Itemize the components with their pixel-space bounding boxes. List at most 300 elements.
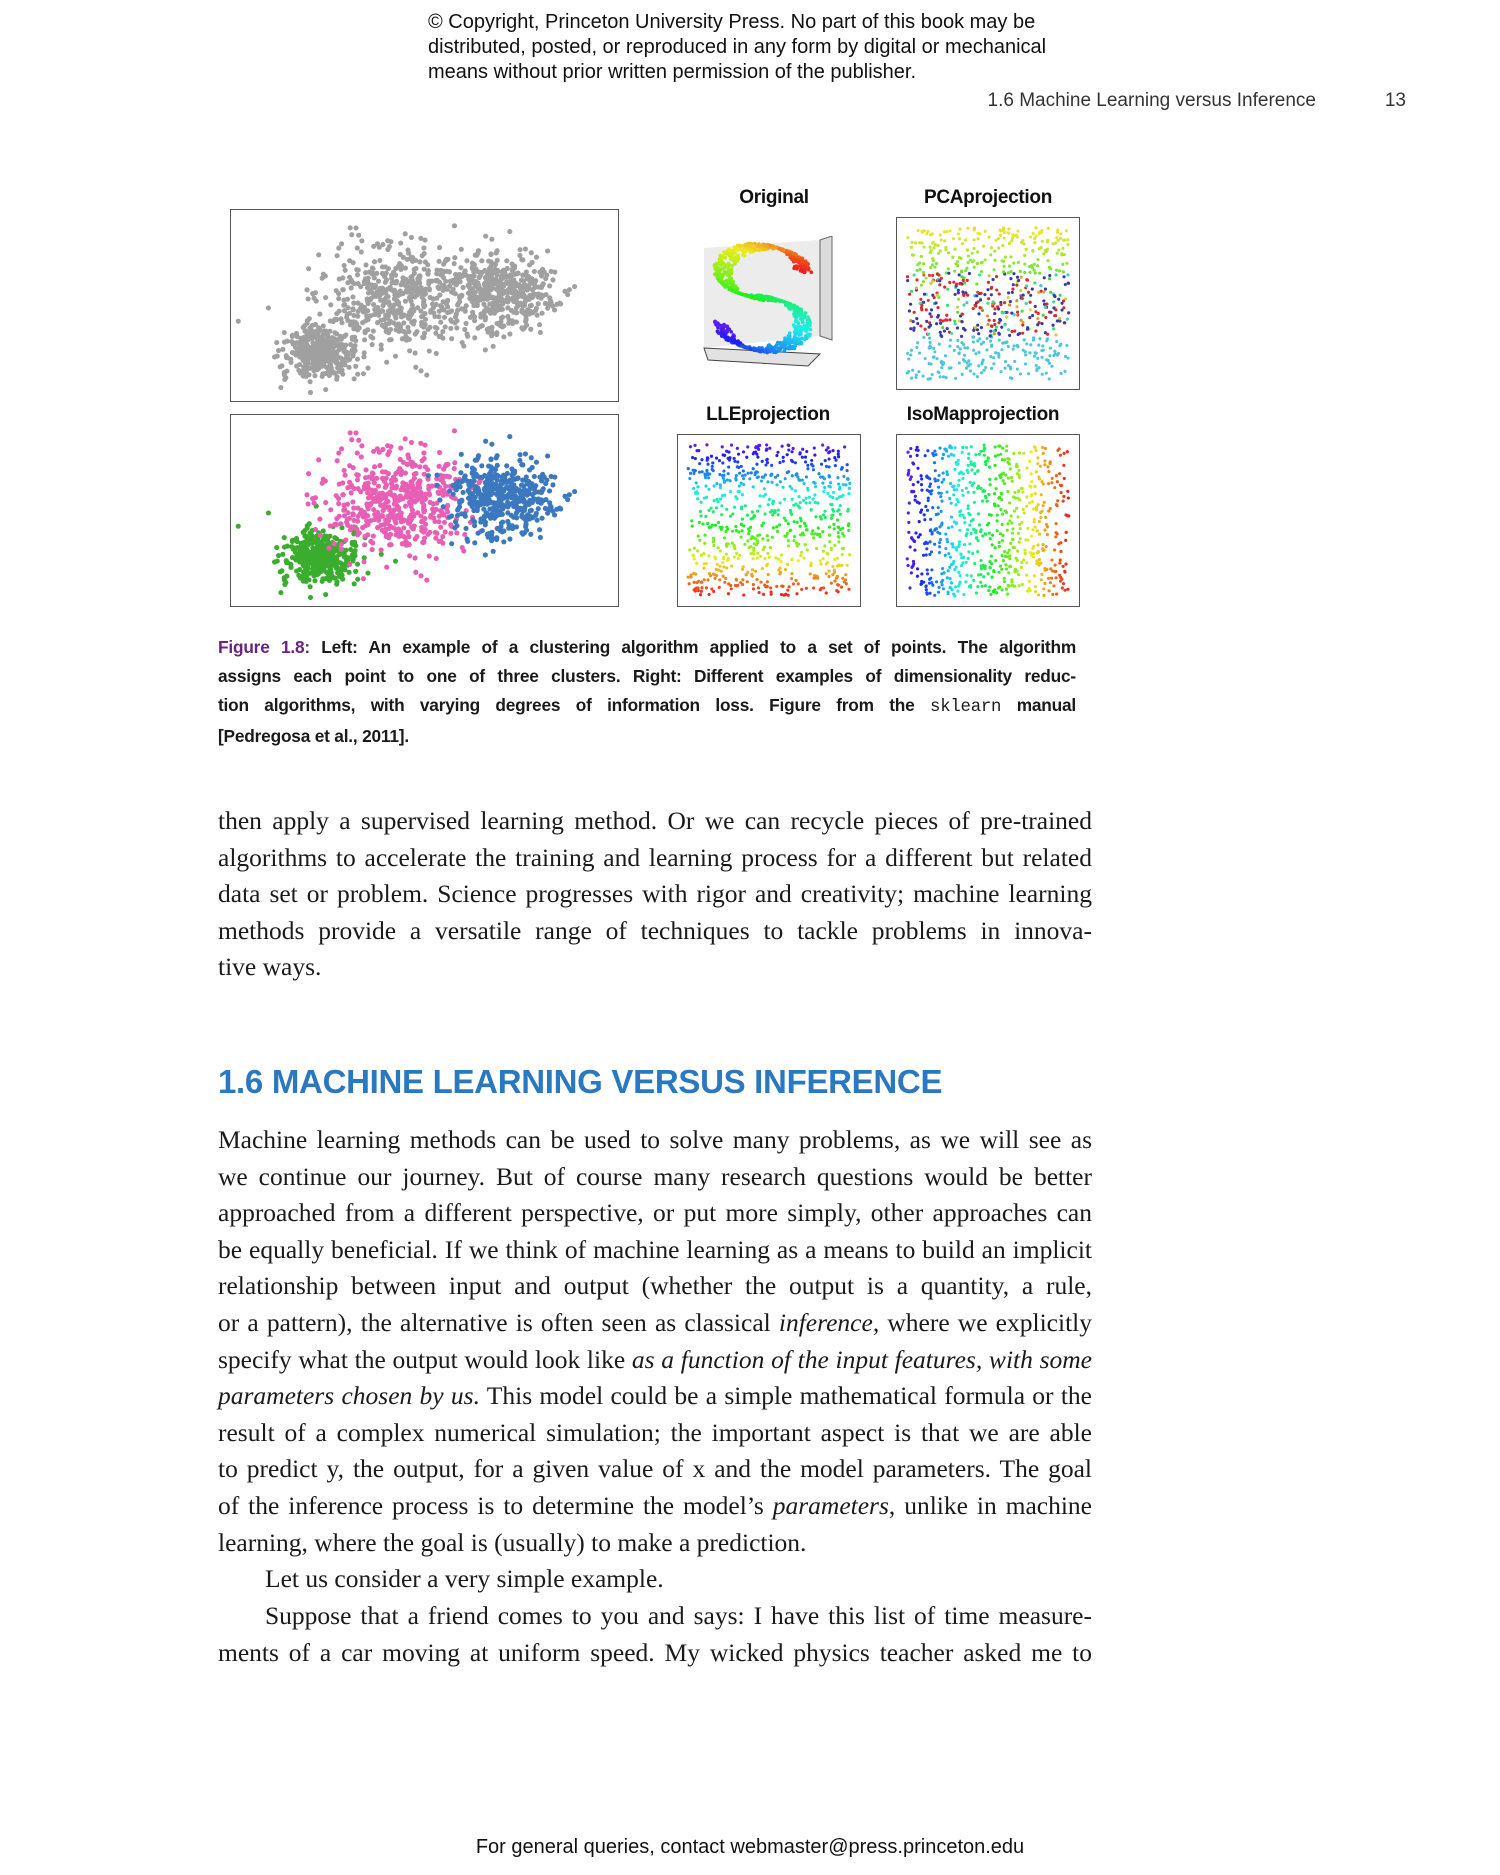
- data-point: [958, 352, 961, 355]
- data-point: [1041, 373, 1044, 376]
- data-point: [464, 463, 469, 468]
- data-point: [512, 469, 517, 474]
- data-point: [539, 311, 544, 316]
- data-point: [986, 302, 989, 305]
- data-point: [423, 286, 428, 291]
- data-point: [1057, 298, 1060, 301]
- data-point: [375, 241, 380, 246]
- data-point: [798, 479, 801, 482]
- data-point: [977, 332, 980, 335]
- data-point: [793, 258, 797, 262]
- data-point: [773, 349, 777, 353]
- data-point: [787, 585, 790, 588]
- data-point: [1007, 328, 1010, 331]
- data-point: [728, 282, 732, 286]
- data-point: [339, 342, 344, 347]
- data-point: [962, 343, 965, 346]
- data-point: [421, 540, 426, 545]
- data-point: [713, 320, 717, 324]
- data-point: [514, 524, 519, 529]
- data-point: [426, 268, 431, 273]
- data-point: [743, 543, 746, 546]
- data-point: [351, 518, 356, 523]
- data-point: [717, 279, 721, 283]
- data-point: [833, 544, 836, 547]
- data-point: [719, 486, 722, 489]
- data-point: [711, 524, 714, 527]
- data-point: [704, 515, 707, 518]
- data-point: [947, 251, 950, 254]
- data-point: [977, 237, 980, 240]
- data-point: [802, 327, 806, 331]
- data-point: [361, 354, 366, 359]
- data-point: [1064, 283, 1067, 286]
- data-point: [522, 303, 527, 308]
- data-point: [997, 352, 1000, 355]
- data-point: [333, 522, 338, 527]
- data-point: [831, 565, 834, 568]
- data-point: [1046, 259, 1049, 262]
- data-point: [988, 319, 991, 322]
- data-point: [514, 306, 519, 311]
- data-point: [336, 246, 341, 251]
- data-point: [363, 467, 368, 472]
- data-point: [355, 562, 360, 567]
- data-point: [1011, 291, 1014, 294]
- data-point: [736, 447, 739, 450]
- data-point: [500, 512, 505, 517]
- data-point: [943, 239, 946, 242]
- data-point: [999, 319, 1002, 322]
- data-point: [956, 264, 959, 267]
- data-point: [1052, 300, 1055, 303]
- data-point: [948, 229, 951, 232]
- data-point: [845, 582, 848, 585]
- data-point: [934, 301, 937, 304]
- data-point: [305, 526, 310, 531]
- data-point: [972, 349, 975, 352]
- lle-projection-plot: [677, 434, 861, 607]
- data-point: [920, 255, 923, 258]
- data-point: [995, 275, 998, 278]
- data-point: [1000, 326, 1003, 329]
- data-point: [837, 508, 840, 511]
- data-point: [342, 468, 347, 473]
- data-point: [982, 245, 985, 248]
- data-point: [361, 371, 366, 376]
- data-point: [814, 515, 817, 518]
- data-point: [539, 516, 544, 521]
- data-point: [929, 282, 932, 285]
- data-point: [997, 355, 1000, 358]
- data-point: [957, 298, 960, 301]
- data-point: [766, 580, 769, 583]
- data-point: [347, 365, 352, 370]
- data-point: [494, 250, 499, 255]
- data-point: [719, 526, 722, 529]
- data-point: [761, 295, 765, 299]
- data-point: [746, 580, 749, 583]
- data-point: [727, 465, 730, 468]
- data-point: [836, 557, 839, 560]
- data-point: [484, 490, 489, 495]
- data-point: [488, 251, 493, 256]
- data-point: [691, 456, 694, 459]
- data-point: [792, 539, 795, 542]
- data-point: [463, 321, 468, 326]
- data-point: [943, 230, 946, 233]
- data-point: [945, 376, 948, 379]
- data-point: [323, 478, 328, 483]
- data-point: [740, 344, 744, 348]
- data-point: [309, 536, 314, 541]
- data-point: [498, 528, 503, 533]
- data-point: [833, 571, 836, 574]
- data-point: [743, 293, 747, 297]
- data-point: [526, 286, 531, 291]
- data-point: [401, 525, 406, 530]
- data-point: [1028, 351, 1031, 354]
- data-point: [848, 482, 851, 485]
- data-point: [496, 268, 501, 273]
- data-point: [362, 542, 367, 547]
- data-point: [387, 309, 392, 314]
- data-point: [980, 270, 983, 273]
- data-point: [1028, 271, 1031, 274]
- data-point: [846, 478, 849, 481]
- data-point: [712, 510, 715, 513]
- data-point: [1042, 290, 1045, 293]
- data-point: [795, 592, 798, 595]
- data-point: [452, 466, 457, 471]
- data-point: [828, 534, 831, 537]
- data-point: [697, 535, 700, 538]
- data-point: [545, 453, 550, 458]
- data-point: [995, 239, 998, 242]
- data-point: [793, 535, 796, 538]
- data-point: [915, 317, 918, 320]
- data-point: [1010, 330, 1013, 333]
- data-point: [572, 284, 577, 289]
- data-point: [1066, 243, 1069, 246]
- data-point: [718, 578, 721, 581]
- data-point: [728, 271, 732, 275]
- data-point: [475, 250, 480, 255]
- data-point: [735, 497, 738, 500]
- data-point: [470, 294, 475, 299]
- data-point: [815, 547, 818, 550]
- data-point: [504, 258, 509, 263]
- data-point: [1041, 344, 1044, 347]
- data-point: [959, 347, 962, 350]
- data-point: [942, 375, 945, 378]
- data-point: [493, 508, 498, 513]
- data-point: [338, 560, 343, 565]
- data-point: [411, 511, 416, 516]
- data-point: [489, 295, 494, 300]
- data-point: [1023, 338, 1026, 341]
- data-point: [528, 327, 533, 332]
- data-point: [319, 355, 324, 360]
- data-point: [311, 296, 316, 301]
- data-point: [318, 328, 323, 333]
- data-point: [348, 225, 353, 230]
- data-point: [817, 472, 820, 475]
- data-point: [744, 474, 747, 477]
- data-point: [307, 354, 312, 359]
- data-point: [385, 238, 390, 243]
- data-point: [345, 312, 350, 317]
- data-point: [1048, 277, 1051, 280]
- data-point: [334, 566, 339, 571]
- data-point: [393, 280, 398, 285]
- data-point: [1049, 311, 1052, 314]
- data-point: [948, 367, 951, 370]
- data-point: [794, 461, 797, 464]
- data-point: [784, 477, 787, 480]
- data-point: [717, 568, 720, 571]
- data-point: [937, 252, 940, 255]
- data-point: [925, 277, 928, 280]
- data-point: [846, 463, 849, 466]
- data-point: [297, 341, 302, 346]
- data-point: [701, 470, 704, 473]
- data-point: [1064, 355, 1067, 358]
- data-point: [423, 522, 428, 527]
- data-point: [1031, 250, 1034, 253]
- data-point: [417, 478, 422, 483]
- data-point: [706, 463, 709, 466]
- data-point: [497, 495, 502, 500]
- data-point: [741, 578, 744, 581]
- data-point: [550, 277, 555, 282]
- data-point: [355, 477, 360, 482]
- data-point: [384, 277, 389, 282]
- data-point: [452, 261, 457, 266]
- data-point: [915, 346, 918, 349]
- data-point: [844, 578, 847, 581]
- data-point: [919, 268, 922, 271]
- data-point: [505, 305, 510, 310]
- data-point: [522, 530, 527, 535]
- data-point: [391, 320, 396, 325]
- data-point: [522, 325, 527, 330]
- data-point: [723, 581, 726, 584]
- data-point: [811, 529, 814, 532]
- data-point: [934, 243, 937, 246]
- data-point: [351, 313, 356, 318]
- data-point: [946, 288, 949, 291]
- data-point: [356, 438, 361, 443]
- data-point: [838, 486, 841, 489]
- data-point: [498, 482, 503, 487]
- data-point: [800, 260, 804, 264]
- data-point: [375, 446, 380, 451]
- data-point: [339, 542, 344, 547]
- data-point: [467, 490, 472, 495]
- data-point: [488, 328, 493, 333]
- data-point: [1053, 294, 1056, 297]
- data-point: [980, 326, 983, 329]
- data-point: [944, 354, 947, 357]
- data-point: [787, 594, 790, 597]
- data-point: [440, 534, 445, 539]
- data-point: [370, 342, 375, 347]
- data-point: [475, 531, 480, 536]
- data-point: [386, 314, 391, 319]
- data-point: [306, 501, 311, 506]
- data-point: [355, 372, 360, 377]
- data-point: [755, 578, 758, 581]
- data-point: [483, 234, 488, 239]
- data-point: [1007, 345, 1010, 348]
- data-point: [385, 286, 390, 291]
- data-point: [522, 295, 527, 300]
- data-point: [306, 577, 311, 582]
- data-point: [290, 539, 295, 544]
- data-point: [945, 314, 948, 317]
- data-point: [976, 250, 979, 253]
- data-point: [731, 285, 735, 289]
- data-point: [1061, 263, 1064, 266]
- data-point: [413, 493, 418, 498]
- data-point: [787, 347, 791, 351]
- data-point: [489, 507, 494, 512]
- data-point: [948, 345, 951, 348]
- data-point: [730, 268, 734, 272]
- data-point: [693, 557, 696, 560]
- data-point: [761, 537, 764, 540]
- data-point: [1048, 274, 1051, 277]
- data-point: [436, 286, 441, 291]
- data-point: [1033, 269, 1036, 272]
- data-point: [496, 473, 501, 478]
- data-point: [843, 445, 846, 448]
- data-point: [731, 530, 734, 533]
- data-point: [282, 535, 287, 540]
- data-point: [488, 480, 493, 485]
- data-point: [539, 501, 544, 506]
- data-point: [721, 333, 725, 337]
- data-point: [909, 303, 912, 306]
- data-point: [972, 372, 975, 375]
- data-point: [733, 246, 737, 250]
- data-point: [409, 479, 414, 484]
- data-point: [328, 318, 333, 323]
- data-point: [1065, 262, 1068, 265]
- data-point: [992, 356, 995, 359]
- data-point: [467, 285, 472, 290]
- data-point: [520, 478, 525, 483]
- data-point: [420, 458, 425, 463]
- data-point: [489, 442, 494, 447]
- data-point: [703, 542, 706, 545]
- data-point: [387, 449, 392, 454]
- data-point: [807, 318, 811, 322]
- data-point: [393, 559, 398, 564]
- data-point: [962, 294, 965, 297]
- data-point: [813, 446, 816, 449]
- data-point: [489, 287, 494, 292]
- data-point: [1048, 354, 1051, 357]
- data-point: [810, 459, 813, 462]
- data-point: [319, 560, 324, 565]
- data-point: [310, 567, 315, 572]
- data-point: [1009, 300, 1012, 303]
- data-point: [445, 257, 450, 262]
- data-point: [501, 268, 506, 273]
- data-point: [313, 322, 318, 327]
- data-point: [956, 311, 959, 314]
- data-point: [441, 504, 446, 509]
- data-point: [738, 244, 742, 248]
- data-point: [525, 513, 530, 518]
- data-point: [805, 330, 809, 334]
- data-point: [459, 479, 464, 484]
- data-point: [525, 308, 530, 313]
- lle-label: LLEprojection: [706, 404, 830, 425]
- data-point: [452, 255, 457, 260]
- data-point: [975, 282, 978, 285]
- data-point: [1013, 360, 1016, 363]
- data-point: [837, 452, 840, 455]
- data-point: [403, 266, 408, 271]
- data-point: [538, 535, 543, 540]
- data-point: [406, 285, 411, 290]
- data-point: [724, 577, 727, 580]
- data-point: [375, 305, 380, 310]
- data-point: [448, 326, 453, 331]
- data-point: [725, 526, 728, 529]
- data-point: [992, 362, 995, 365]
- data-point: [1003, 231, 1006, 234]
- data-point: [719, 497, 722, 500]
- data-point: [1016, 314, 1019, 317]
- data-point: [749, 250, 753, 254]
- data-point: [836, 575, 839, 578]
- data-point: [321, 528, 326, 533]
- data-point: [745, 573, 748, 576]
- data-point: [365, 501, 370, 506]
- data-point: [1045, 250, 1048, 253]
- data-point: [1062, 270, 1065, 273]
- data-point: [820, 517, 823, 520]
- data-point: [800, 519, 803, 522]
- data-point: [520, 257, 525, 262]
- data-point: [289, 544, 294, 549]
- data-point: [727, 451, 730, 454]
- data-point: [312, 343, 317, 348]
- data-point: [1065, 229, 1068, 232]
- data-point: [565, 292, 570, 297]
- data-point: [506, 286, 511, 291]
- data-point: [1054, 308, 1057, 311]
- page-number: 13: [1384, 90, 1406, 111]
- data-point: [785, 251, 789, 255]
- data-point: [1056, 252, 1059, 255]
- data-point: [426, 473, 431, 478]
- data-point: [745, 456, 748, 459]
- data-point: [943, 286, 946, 289]
- data-point: [323, 592, 328, 597]
- data-point: [1067, 311, 1070, 314]
- data-point: [972, 340, 975, 343]
- data-point: [716, 563, 719, 566]
- data-point: [276, 348, 281, 353]
- data-point: [413, 266, 418, 271]
- data-point: [494, 332, 499, 337]
- data-point: [341, 502, 346, 507]
